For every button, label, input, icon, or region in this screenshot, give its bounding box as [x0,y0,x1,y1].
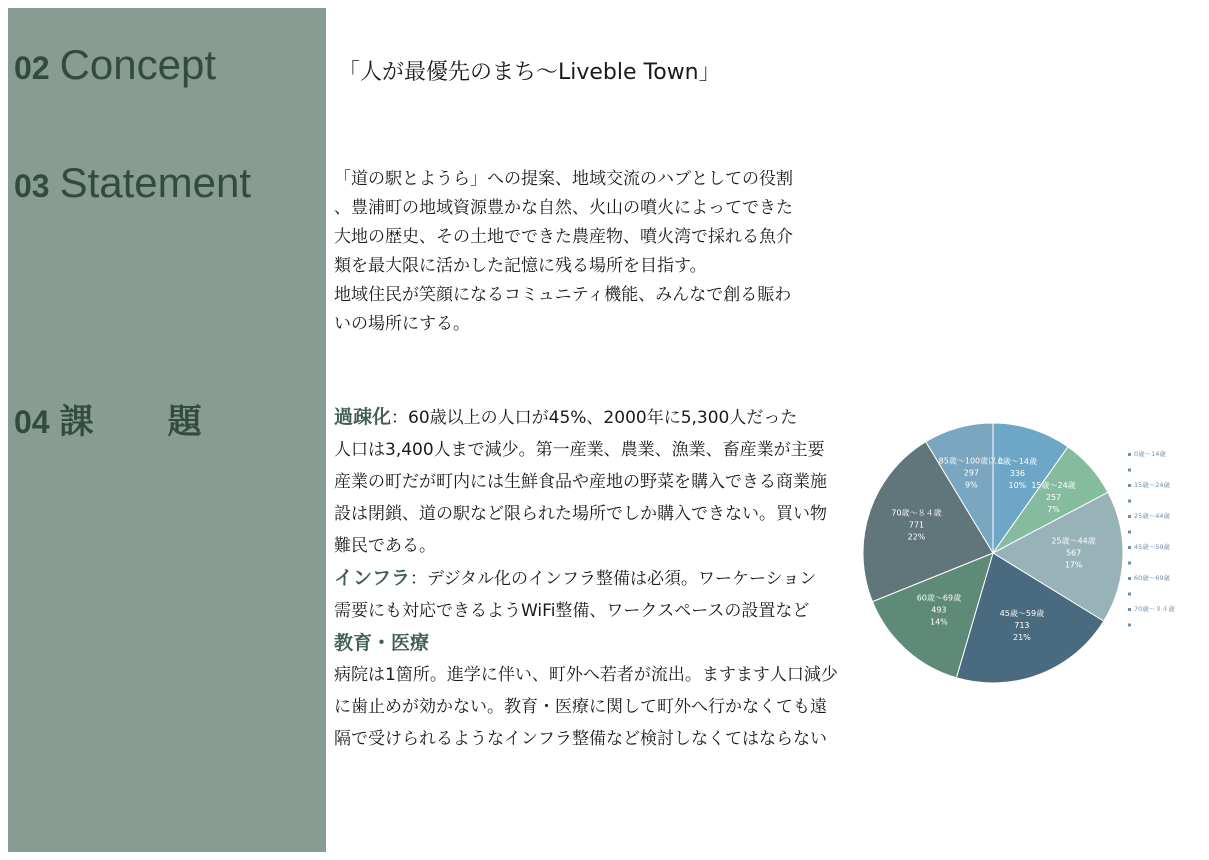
legend-marker [1128,608,1131,611]
slice-label: 25歳〜44歳 [1051,536,1096,546]
concept-heading [14,41,217,88]
slice-value: 297 [963,468,980,478]
legend-entry: 0歳〜14歳 [1134,450,1166,458]
slice-percent: 14% [930,617,948,627]
issues-title: 課題 [59,403,276,441]
slice-percent: 17% [1064,560,1083,570]
slice-percent: 22% [907,532,926,542]
infra-keyword: インフラ [334,567,411,589]
depopulation-line: 人口は3,400人まで減少。第一産業、農業、漁業、畜産業が主要 [334,440,825,460]
legend-marker [1128,531,1131,534]
statement-line: 「道の駅とようら」への提案、地域交流のハブとしての役割 [334,169,793,189]
population-pie-chart [858,418,1182,688]
issues-number: 04 [14,404,50,440]
slice-percent: 10% [1008,481,1027,491]
education-heading: 教育・医療 [334,632,430,654]
statement-number: 03 [14,168,50,204]
legend-entry: 25歳〜44歳 [1134,512,1171,520]
legend-entry: 70歳〜８４歳 [1134,605,1175,613]
statement-title: Statement [59,159,252,206]
depopulation-text: ：60歳以上の人口が45%、2000年に5,300人だった [391,408,798,428]
education-line: 病院は1箇所。進学に伴い、町外へ若者が流出。ますます人口減少 [334,665,838,685]
concept-number: 02 [14,50,50,86]
depopulation-line: 設は閉鎖、道の駅など限られた場所でしか購入できない。買い物 [334,504,827,524]
infra-line [334,562,854,595]
legend-marker [1128,624,1131,627]
depopulation-line: 難民である。 [334,536,436,556]
legend-marker [1128,500,1131,503]
issues-heading [14,405,276,439]
education-line: 隔で受けられるようなインフラ整備など検討しなくてはならない [334,729,827,749]
concept-title: Concept [59,41,217,88]
slice-label: 70歳〜８４歳 [891,508,942,518]
infra-text: ：デジタル化のインフラ整備は必須。ワーケーション [410,569,817,589]
slice-value: 257 [1045,492,1062,502]
slice-percent: 21% [1013,633,1031,643]
slice-percent: 9% [965,480,978,490]
concept-text: 「人が最優先のまち〜Liveble Town」 [338,60,721,85]
slice-value: 771 [908,520,925,530]
legend-entry: 60歳〜69歳 [1134,574,1171,582]
slice-value: 567 [1065,548,1082,558]
infra-line: 需要にも対応できるようWiFi整備、ワークスペースの設置など [334,601,810,621]
legend-entry: 15歳〜24歳 [1134,481,1171,489]
pie-chart-svg [858,418,1182,688]
statement-line: 、豊浦町の地域資源豊かな自然、火山の噴火によってできた [334,198,793,218]
slice-percent: 7% [1047,504,1060,514]
legend-marker [1128,577,1131,580]
slice-label: 60歳〜69歳 [916,593,962,603]
statement-line: いの場所にする。 [334,314,470,334]
legend-marker [1128,484,1131,487]
legend-marker [1128,546,1131,549]
legend-marker [1128,593,1131,596]
education-line: に歯止めが効かない。教育・医療に関して町外へ行かなくても遠 [334,697,827,717]
slice-label: 45歳〜59歳 [999,609,1045,619]
statement-heading [14,159,252,206]
legend-marker [1128,453,1131,456]
issues-body [334,401,854,755]
legend-marker [1128,562,1131,565]
slice-label: 15歳〜24歳 [1031,480,1076,490]
statement-body [334,165,834,339]
legend-entry: 45歳〜59歳 [1134,543,1171,551]
slice-value: 713 [1014,621,1030,631]
slice-value: 336 [1009,469,1026,479]
slice-label: 85歳〜100歳以上 [938,456,1005,466]
slice-value: 493 [931,605,947,615]
depopulation-line [334,401,854,434]
legend-marker [1128,469,1131,472]
statement-line: 大地の歴史、その土地でできた農産物、噴火湾で採れる魚介 [334,227,793,247]
depopulation-keyword: 過疎化 [334,406,392,428]
legend-marker [1128,515,1131,518]
statement-line: 類を最大限に活かした記憶に残る場所を目指す。 [334,256,707,276]
statement-line: 地域住民が笑顔になるコミュニティ機能、みんなで創る賑わ [334,285,792,305]
slice-label: 0歳〜14歳 [997,457,1038,467]
depopulation-line: 産業の町だが町内には生鮮食品や産地の野菜を購入できる商業施 [334,472,827,492]
